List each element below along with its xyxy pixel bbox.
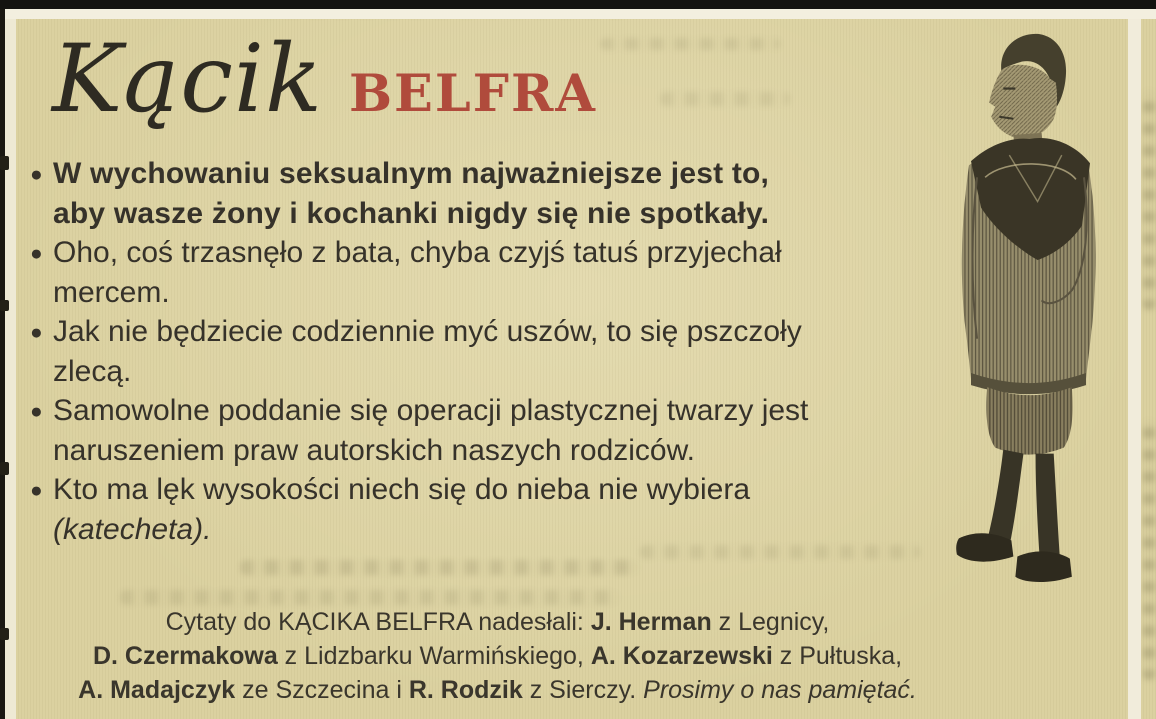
credits-text: Cytaty do KĄCIKA BELFRA nadesłali: (165, 608, 591, 636)
ghost-smudge (1143, 420, 1155, 680)
title-word-italic: Kącik (52, 25, 323, 134)
quote-text: W wychowaniu seksualnym najważniejsze jest to, (53, 157, 770, 190)
credits-line (30, 639, 965, 673)
quote-text: (katecheta). (53, 513, 212, 546)
credits-text: z Legnicy, (711, 608, 830, 636)
scan-edge-mark (0, 156, 9, 170)
bullet-icon: ● (30, 479, 43, 502)
scan-edge-mark (0, 628, 9, 640)
quote-item (30, 391, 965, 470)
ghost-smudge (1143, 90, 1155, 310)
scan-edge-mark (0, 462, 9, 475)
credits-text: z Sierczy. (522, 676, 644, 704)
quote-text: aby wasze żony i kochanki nigdy się nie spotkały. (53, 197, 770, 230)
quote-text: naruszeniem praw autorskich naszych rodziców. (53, 434, 695, 467)
page-title (52, 25, 965, 144)
quote-item (30, 470, 965, 549)
article (30, 25, 965, 707)
credits (30, 605, 965, 707)
credits-line (30, 605, 965, 639)
credits-text: z Lidzbarku Warmińskiego, (277, 642, 591, 670)
bullet-icon: ● (30, 163, 43, 186)
contributor-name: J. Herman (590, 608, 712, 636)
quote-text: zlecą. (53, 355, 132, 388)
bullet-icon: ● (30, 242, 43, 265)
quote-item (30, 154, 965, 233)
bullet-icon: ● (30, 321, 43, 344)
contributor-name: A. Kozarzewski (590, 642, 773, 670)
quote-text: Jak nie będziecie codziennie myć uszów, to się pszczoły (53, 315, 802, 348)
quote-item (30, 233, 965, 312)
quote-text: Samowolne poddanie się operacji plastycznej twarzy jest (53, 394, 809, 427)
contributor-name: A. Madajczyk (78, 676, 236, 704)
quote-text: Oho, coś trzasnęło z bata, chyba czyjś tatuś przyjechał (53, 236, 782, 269)
credits-closing-italic: Prosimy o nas pamiętać. (643, 676, 917, 704)
scan-edge-mark (0, 300, 9, 311)
scan-edge-top-bar (0, 0, 1156, 9)
scan-white-frame-top (0, 9, 1156, 19)
quotes-list (30, 154, 965, 549)
scan-white-frame-left (5, 19, 16, 719)
quote-text: mercem. (53, 276, 170, 309)
contributor-name: D. Czermakowa (92, 642, 278, 670)
credits-text: ze Szczecina i (235, 676, 409, 704)
title-word-accent: BELFRA (348, 64, 597, 124)
credits-line (30, 673, 965, 707)
boy-in-sailor-suit-illustration (942, 24, 1117, 609)
credits-text: z Pułtuska, (772, 642, 903, 670)
quote-text: Kto ma lęk wysokości niech się do nieba nie wybiera (53, 473, 751, 506)
bullet-icon: ● (30, 400, 43, 423)
scan-white-frame-right (1128, 19, 1141, 719)
quote-item (30, 312, 965, 391)
contributor-name: R. Rodzik (408, 676, 523, 704)
